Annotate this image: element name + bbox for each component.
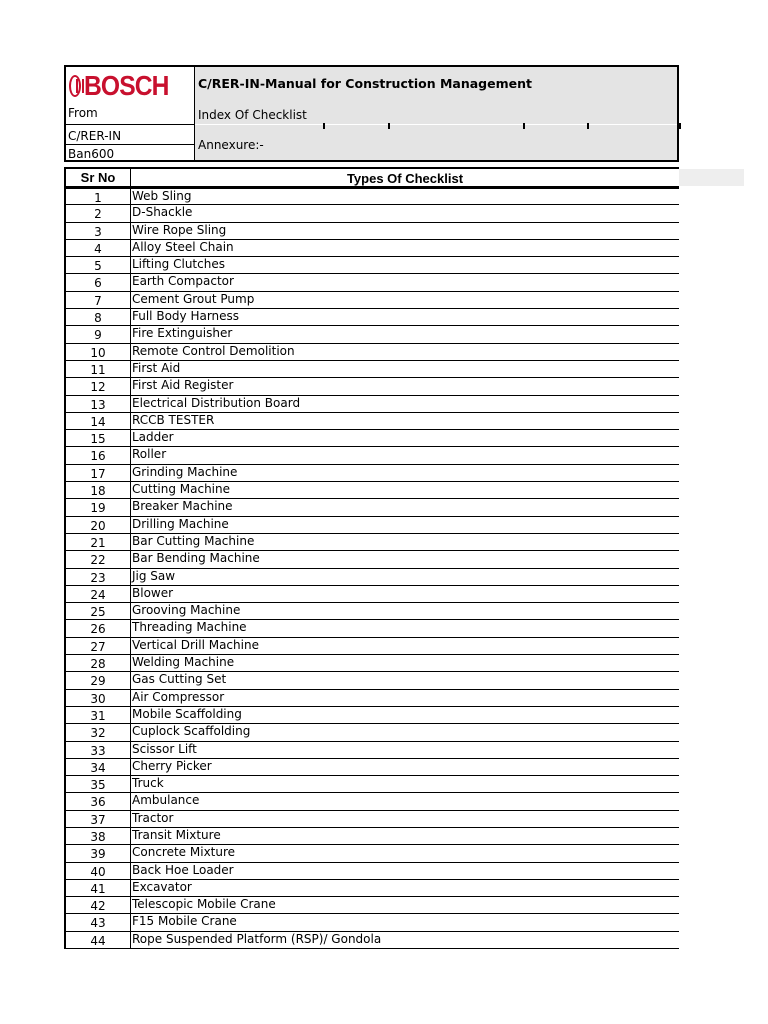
table-row [64, 897, 679, 914]
sr-no-cell: 17 [66, 465, 131, 481]
sr-no-cell: 5 [66, 257, 131, 273]
header-left-panel [66, 67, 194, 160]
checklist-type-cell: Roller [132, 447, 167, 462]
sr-no-cell: 1 [66, 189, 131, 204]
table-row [64, 499, 679, 516]
table-row [64, 655, 679, 672]
sr-no-cell: 10 [66, 344, 131, 360]
checklist-type-cell: First Aid Register [132, 378, 234, 393]
sr-no-cell: 38 [66, 828, 131, 844]
table-row [64, 828, 679, 845]
checklist-type-cell: Web Sling [132, 189, 192, 203]
table-row [64, 914, 679, 931]
table-row [64, 396, 679, 413]
checklist-type-cell: Earth Compactor [132, 274, 234, 289]
sr-no-cell: 2 [66, 205, 131, 221]
checklist-type-cell: Blower [132, 585, 174, 600]
department-code: C/RER-IN [68, 129, 122, 143]
sr-no-cell: 36 [66, 793, 131, 809]
sr-no-cell: 35 [66, 776, 131, 792]
table-row [64, 569, 679, 586]
sr-no-cell: 12 [66, 378, 131, 394]
sr-no-cell: 27 [66, 638, 131, 654]
table-row [64, 309, 679, 326]
sr-no-cell: 7 [66, 292, 131, 308]
checklist-type-cell: Cuplock Scaffolding [132, 724, 251, 739]
sr-no-cell: 11 [66, 361, 131, 377]
table-row [64, 707, 679, 724]
checklist-type-cell: Cement Grout Pump [132, 291, 255, 306]
table-row [64, 344, 679, 361]
checklist-type-cell: Scissor Lift [132, 741, 197, 756]
checklist-type-cell: Alloy Steel Chain [132, 239, 234, 254]
table-row [64, 620, 679, 637]
divider [66, 144, 194, 145]
table-row [64, 672, 679, 689]
cell-marker [388, 123, 390, 129]
checklist-type-cell: Telescopic Mobile Crane [132, 897, 276, 912]
sr-no-cell: 30 [66, 690, 131, 706]
logo-wordmark: BOSCH [83, 70, 169, 101]
table-row [64, 603, 679, 620]
sr-no-cell: 22 [66, 551, 131, 567]
checklist-type-cell: Remote Control Demolition [132, 343, 295, 358]
checklist-type-cell: D-Shackle [132, 205, 193, 220]
sr-no-cell: 4 [66, 240, 131, 256]
table-row [64, 274, 679, 291]
table-row [64, 326, 679, 343]
divider [195, 124, 677, 125]
table-row [64, 447, 679, 464]
table-row [64, 188, 679, 205]
sr-no-cell: 16 [66, 447, 131, 463]
sr-no-cell: 39 [66, 845, 131, 861]
from-label: From [68, 106, 98, 120]
checklist-type-cell: Tractor [132, 810, 174, 825]
checklist-type-cell: F15 Mobile Crane [132, 914, 237, 929]
table-row [64, 534, 679, 551]
checklist-type-cell: Air Compressor [132, 689, 225, 704]
table-header [64, 167, 679, 188]
table-row [64, 361, 679, 378]
checklist-type-cell: Vertical Drill Machine [132, 637, 259, 652]
checklist-type-cell: Cherry Picker [132, 758, 212, 773]
sr-no-cell: 23 [66, 569, 131, 585]
table-row [64, 413, 679, 430]
table-row [64, 205, 679, 222]
sr-no-cell: 34 [66, 759, 131, 775]
document-title: C/RER-IN-Manual for Construction Management [198, 76, 532, 91]
sr-no-cell: 13 [66, 396, 131, 412]
sr-no-cell: 33 [66, 742, 131, 758]
checklist-type-header: Types Of Checklist [346, 171, 464, 186]
checklist-type-cell: Truck [132, 776, 164, 791]
sr-no-cell: 9 [66, 326, 131, 342]
sr-no-cell: 44 [66, 932, 131, 948]
table-row [64, 378, 679, 395]
checklist-type-cell: Breaker Machine [132, 499, 233, 514]
checklist-type-cell: Excavator [132, 879, 192, 894]
sr-no-cell: 37 [66, 811, 131, 827]
table-row [64, 759, 679, 776]
checklist-type-cell: Fire Extinguisher [132, 326, 233, 341]
sr-no-cell: 18 [66, 482, 131, 498]
sr-no-cell: 25 [66, 603, 131, 619]
sr-no-cell: 32 [66, 724, 131, 740]
checklist-type-cell: Wire Rope Sling [132, 222, 227, 237]
checklist-type-cell: Grooving Machine [132, 603, 241, 618]
checklist-type-cell: Ladder [132, 430, 174, 445]
checklist-type-cell: Bar Bending Machine [132, 551, 260, 566]
checklist-type-cell: Grinding Machine [132, 464, 238, 479]
table-row [64, 240, 679, 257]
sr-no-cell: 31 [66, 707, 131, 723]
checklist-type-cell: Lifting Clutches [132, 257, 225, 272]
table-row [64, 845, 679, 862]
sr-no-cell: 14 [66, 413, 131, 429]
sr-no-cell: 21 [66, 534, 131, 550]
sr-no-cell: 28 [66, 655, 131, 671]
table-row [64, 638, 679, 655]
checklist-type-cell: Threading Machine [132, 620, 247, 635]
checklist-type-cell: Concrete Mixture [132, 845, 236, 860]
sr-no-cell: 42 [66, 897, 131, 913]
table-row [64, 793, 679, 810]
table-row [64, 430, 679, 447]
table-row [64, 292, 679, 309]
sr-no-cell: 8 [66, 309, 131, 325]
header-fill-extension [679, 169, 744, 186]
checklist-type-cell: Gas Cutting Set [132, 672, 227, 687]
cell-marker [679, 123, 681, 129]
checklist-type-cell: Ambulance [132, 793, 200, 808]
cell-marker [323, 123, 325, 129]
table-row [64, 742, 679, 759]
checklist-type-cell: Electrical Distribution Board [132, 395, 301, 410]
table-row [64, 517, 679, 534]
sr-no-header: Sr No [66, 169, 131, 186]
sr-no-cell: 3 [66, 223, 131, 239]
table-row [64, 465, 679, 482]
checklist-type-cell: Rope Suspended Platform (RSP)/ Gondola [132, 931, 382, 946]
sr-no-cell: 29 [66, 672, 131, 688]
header-right-panel [194, 67, 677, 160]
table-row [64, 724, 679, 741]
annexure-label: Annexure:- [198, 138, 264, 152]
bosch-logo [68, 69, 180, 103]
checklist-type-cell: Transit Mixture [132, 827, 221, 842]
checklist-type-cell: Cutting Machine [132, 482, 230, 497]
bosch-armature-icon [69, 75, 81, 97]
cell-marker [587, 123, 589, 129]
table-row [64, 932, 679, 949]
checklist-type-cell: Mobile Scaffolding [132, 706, 242, 721]
sr-no-cell: 41 [66, 880, 131, 896]
sr-no-cell: 19 [66, 499, 131, 515]
checklist-type-cell: Jig Saw [132, 568, 176, 583]
table-row [64, 811, 679, 828]
sr-no-cell: 6 [66, 274, 131, 290]
table-row [64, 482, 679, 499]
checklist-type-cell: Back Hoe Loader [132, 862, 234, 877]
checklist-type-cell: Drilling Machine [132, 516, 229, 531]
table-row [64, 880, 679, 897]
sr-no-cell: 40 [66, 863, 131, 879]
cell-marker [523, 123, 525, 129]
table-row [64, 551, 679, 568]
table-body [64, 188, 679, 949]
index-label: Index Of Checklist [198, 108, 307, 122]
sr-no-cell: 26 [66, 620, 131, 636]
table-row [64, 863, 679, 880]
divider [66, 124, 194, 125]
table-row [64, 223, 679, 240]
sr-no-cell: 43 [66, 914, 131, 930]
checklist-type-cell: Welding Machine [132, 655, 235, 670]
checklist-type-cell: RCCB TESTER [132, 412, 215, 427]
table-row [64, 257, 679, 274]
document-header [64, 65, 679, 162]
location-code: Ban600 [68, 147, 115, 161]
checklist-type-cell: Full Body Harness [132, 309, 240, 324]
checklist-type-cell: First Aid [132, 360, 181, 375]
sr-no-cell: 15 [66, 430, 131, 446]
checklist-type-cell: Bar Cutting Machine [132, 533, 255, 548]
checklist-table [64, 167, 679, 949]
table-row [64, 776, 679, 793]
sr-no-cell: 24 [66, 586, 131, 602]
sr-no-cell: 20 [66, 517, 131, 533]
table-row [64, 586, 679, 603]
table-row [64, 690, 679, 707]
